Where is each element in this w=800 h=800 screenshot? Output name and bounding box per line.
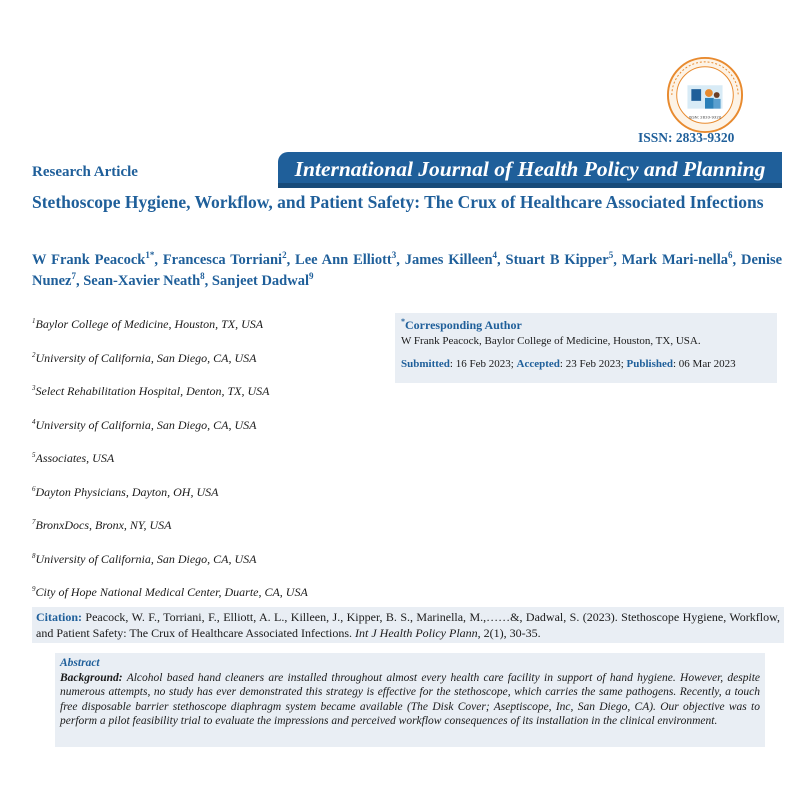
- citation-label: Citation:: [36, 610, 82, 624]
- author-separator: ,: [154, 252, 163, 268]
- issn-label: ISSN: 2833-9320: [638, 130, 735, 145]
- author-separator: ,: [613, 252, 622, 268]
- citation-block: [32, 607, 784, 643]
- author-name: W Frank Peacock: [32, 252, 146, 268]
- affiliation-mark: 4: [32, 417, 36, 426]
- citation-journal: Int J Health Policy Plann: [355, 626, 478, 640]
- corresponding-author-box: [395, 313, 777, 383]
- abstract-background-label: Background:: [60, 671, 123, 684]
- affiliation-text: Dayton Physicians, Dayton, OH, USA: [35, 484, 219, 499]
- author-affiliation-mark: 6: [728, 250, 733, 261]
- submitted-label: Submitted: [401, 358, 450, 370]
- published-label: Published: [626, 358, 673, 370]
- affiliation-text: University of California, San Diego, CA, USA: [35, 350, 257, 365]
- author-separator: ,: [286, 252, 296, 268]
- affiliation-item: [32, 411, 382, 445]
- author-name: Stuart B Kipper: [505, 252, 609, 268]
- affiliation-mark: 9: [32, 585, 36, 593]
- accepted-label: Accepted: [516, 358, 560, 370]
- author-affiliation-mark: 4: [492, 250, 498, 261]
- affiliation-mark: 8: [32, 551, 36, 560]
- citation-text: Peacock, W. F., Torriani, F., Elliott, A. L., Killeen, J., Kipper, B. S., Marinella, M.,……&, Dadwal, S. (2023). Stethoscope Hygiene, Workflow, and Patient Safety: The Crux of Healthcare Associated Infections.: [36, 610, 780, 640]
- accepted-date: : 23 Feb 2023;: [559, 358, 627, 370]
- affiliation-mark: 1: [32, 317, 36, 325]
- affiliation-text: Baylor College of Medicine, Houston, TX, USA: [35, 317, 264, 331]
- affiliation-mark: 7: [32, 518, 36, 526]
- author-list: [32, 250, 782, 292]
- author-name: Denise Nunez: [32, 252, 783, 289]
- svg-text:ISSN: 2833-9320: ISSN: 2833-9320: [688, 114, 722, 120]
- corresponding-author-text: W Frank Peacock, Baylor College of Medicine, Houston, TX, USA.: [401, 335, 701, 347]
- author-separator: ,: [396, 252, 405, 268]
- article-type-label: Research Article: [32, 164, 138, 180]
- affiliation-item: [32, 478, 382, 512]
- author-affiliation-mark: 5: [608, 250, 614, 261]
- affiliation-mark: 2: [32, 350, 36, 359]
- article-title: Stethoscope Hygiene, Workflow, and Patient Safety: The Crux of Healthcare Associated Infections: [32, 192, 764, 212]
- author-name: Mark Mari-nella: [621, 252, 728, 268]
- author-name: Sean-Xavier Neath: [83, 273, 201, 289]
- author-affiliation-mark: 2: [282, 250, 287, 261]
- author-affiliation-mark: 9: [309, 271, 314, 282]
- affiliation-text: City of Hope National Medical Center, Duarte, CA, USA: [35, 585, 308, 599]
- author-affiliation-mark: 3: [391, 250, 397, 261]
- author-affiliation-mark: 1*: [145, 250, 155, 261]
- affiliation-item: [32, 310, 382, 344]
- author-separator: ,: [497, 252, 506, 268]
- corresponding-author-heading: [401, 317, 771, 335]
- affiliation-item: [32, 545, 382, 579]
- affiliation-item: [32, 444, 382, 478]
- author-affiliation-mark: 7: [71, 271, 76, 282]
- affiliation-text: University of California, San Diego, CA, USA: [35, 551, 257, 566]
- affiliation-item: [32, 377, 382, 411]
- journal-name-band: [278, 152, 782, 188]
- author-name: Sanjeet Dadwal: [211, 273, 309, 289]
- affiliation-text: Select Rehabilitation Hospital, Denton, TX, USA: [35, 384, 270, 398]
- corresponding-mark: *: [401, 317, 405, 326]
- author-name: Lee Ann Elliott: [295, 252, 392, 268]
- affiliation-item: [32, 511, 382, 545]
- affiliation-text: University of California, San Diego, CA, USA: [35, 417, 257, 432]
- affiliation-text: Associates, USA: [35, 451, 115, 465]
- abstract-block: [55, 653, 765, 747]
- author-affiliation-mark: 8: [200, 271, 205, 282]
- journal-name: International Journal of Health Policy and Planning: [294, 157, 766, 181]
- publication-dates: [401, 358, 771, 370]
- affiliation-mark: 6: [32, 484, 36, 493]
- journal-logo: [666, 56, 744, 134]
- author-name: James Killeen: [404, 252, 493, 268]
- author-separator: ,: [204, 273, 212, 289]
- submitted-date: : 16 Feb 2023;: [449, 358, 517, 370]
- affiliation-text: BronxDocs, Bronx, NY, USA: [35, 518, 172, 532]
- author-name: Francesca Torriani: [162, 252, 283, 268]
- abstract-text: Alcohol based hand cleaners are installed throughout almost every health care facility in support of hand hygiene. However, despite numerous attempts, no study has ever demonstrated this strategy is effective for the stethoscope, which carries the same pathogens. Recently, a touch free disposable barrier stethoscope diaphragm system became available (The Disk Cover; Aseptiscope, Inc, San Diego, CA). Our objective was to perform a pilot feasibility trial to evaluate the impressions and perceived workflow consequences of its installation in the clinical environment.: [60, 671, 760, 727]
- abstract-heading: Abstract: [60, 657, 100, 669]
- affiliation-item: [32, 344, 382, 378]
- corresponding-author-label: Corresponding Author: [405, 318, 522, 332]
- published-date: : 06 Mar 2023: [673, 358, 736, 370]
- affiliation-mark: 5: [32, 451, 36, 459]
- citation-tail: , 2(1), 30-35.: [477, 626, 541, 640]
- author-separator: ,: [75, 273, 84, 289]
- author-separator: ,: [732, 252, 741, 268]
- affiliation-mark: 3: [32, 384, 36, 392]
- affiliation-list: [32, 310, 382, 612]
